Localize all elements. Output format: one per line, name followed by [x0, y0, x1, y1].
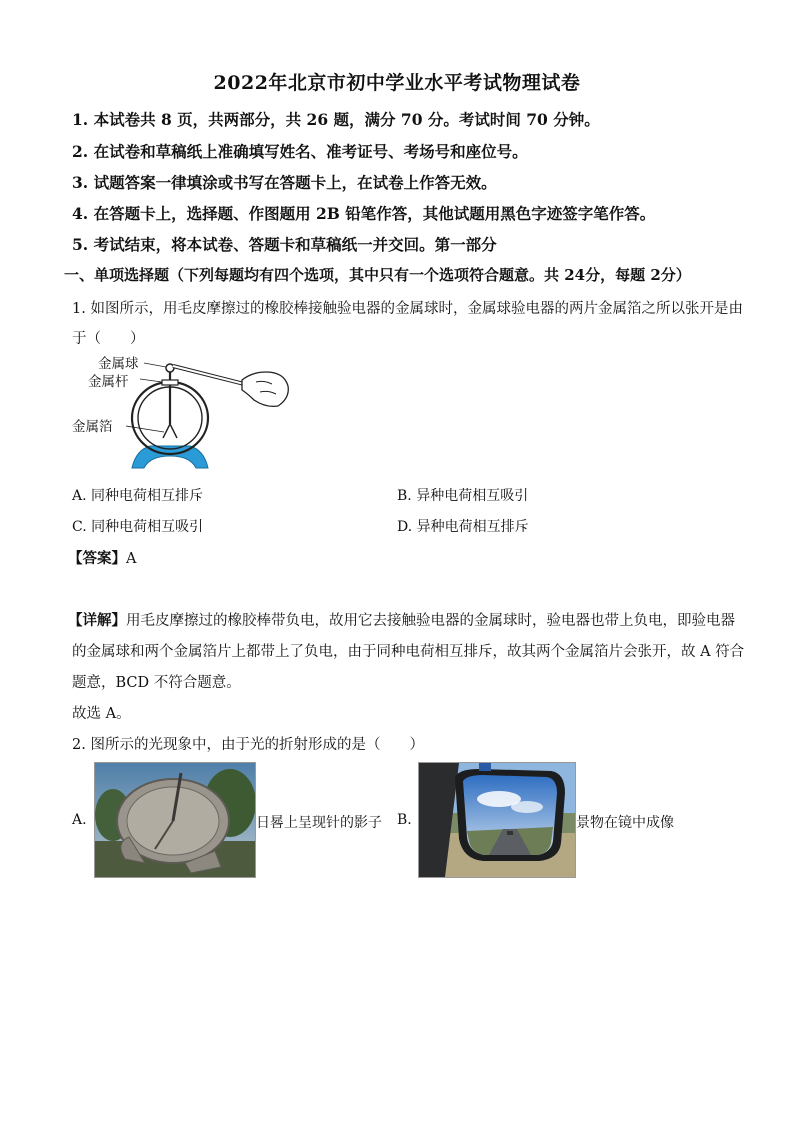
- label-metal-foil: 金属箔: [72, 419, 113, 435]
- q2-option-b-letter: B.: [397, 812, 412, 828]
- q2-option-b-caption: 景物在镜中成像: [576, 815, 674, 831]
- q2-stem: 2. 图所示的光现象中，由于光的折射形成的是（ ）: [72, 737, 424, 753]
- mirror-photo: [418, 762, 576, 878]
- q1-option-c: C. 同种电荷相互吸引: [72, 519, 204, 535]
- q1-conclusion: 故选 A。: [72, 706, 131, 722]
- label-metal-ball: 金属球: [98, 356, 139, 372]
- q2-option-a-caption: 日晷上呈现针的影子: [256, 815, 382, 831]
- q1-option-b: B. 异种电荷相互吸引: [397, 488, 529, 504]
- q1-stem-line2: 于（ ）: [72, 331, 145, 347]
- q1-answer: [68, 547, 136, 568]
- page-title: 2022年北京市初中学业水平考试物理试卷: [213, 72, 581, 94]
- side-mirror-image: [419, 763, 575, 877]
- instruction-5: 5. 考试结束，将本试卷、答题卡和草稿纸一并交回。第一部分: [72, 235, 497, 254]
- answer-value: A: [126, 551, 137, 567]
- q1-stem-line1: 1. 如图所示，用毛皮摩擦过的橡胶棒接触验电器的金属球时，金属球验电器的两片金属箔之所以张开是由: [72, 301, 743, 317]
- electroscope-figure: [70, 350, 300, 475]
- q1-detail-line1: [68, 609, 735, 630]
- sundial-image: [95, 763, 255, 877]
- q1-option-a: A. 同种电荷相互排斥: [72, 488, 204, 504]
- detail-tag: 【详解】: [68, 612, 126, 629]
- label-metal-rod: 金属杆: [88, 374, 129, 390]
- instruction-3: 3. 试题答案一律填涂或书写在答题卡上，在试卷上作答无效。: [72, 173, 497, 192]
- answer-tag: 【答案】: [68, 550, 126, 567]
- detail-text-1: 用毛皮摩擦过的橡胶棒带负电，故用它去接触验电器的金属球时，验电器也带上负电，即验电器: [126, 613, 735, 629]
- section-heading: 一、单项选择题（下列每题均有四个选项，其中只有一个选项符合题意。共 24分，每题 2分）: [64, 266, 691, 284]
- instruction-1: 1. 本试卷共 8 页，共两部分，共 26 题，满分 70 分。考试时间 70 分钟。: [72, 110, 600, 129]
- q2-option-a-letter: A.: [72, 812, 87, 828]
- q1-detail-line3: 题意，BCD 不符合题意。: [72, 675, 241, 691]
- q1-detail-line2: 的金属球和两个金属箔片上都带上了负电，由于同种电荷相互排斥，故其两个金属箔片会张开，故 A 符合: [72, 644, 745, 660]
- instruction-2: 2. 在试卷和草稿纸上准确填写姓名、准考证号、考场号和座位号。: [72, 142, 528, 161]
- instruction-4: 4. 在答题卡上，选择题、作图题用 2B 铅笔作答，其他试题用黑色字迹签字笔作答。: [72, 204, 656, 223]
- sundial-photo: [94, 762, 256, 878]
- q1-option-d: D. 异种电荷相互排斥: [397, 519, 529, 535]
